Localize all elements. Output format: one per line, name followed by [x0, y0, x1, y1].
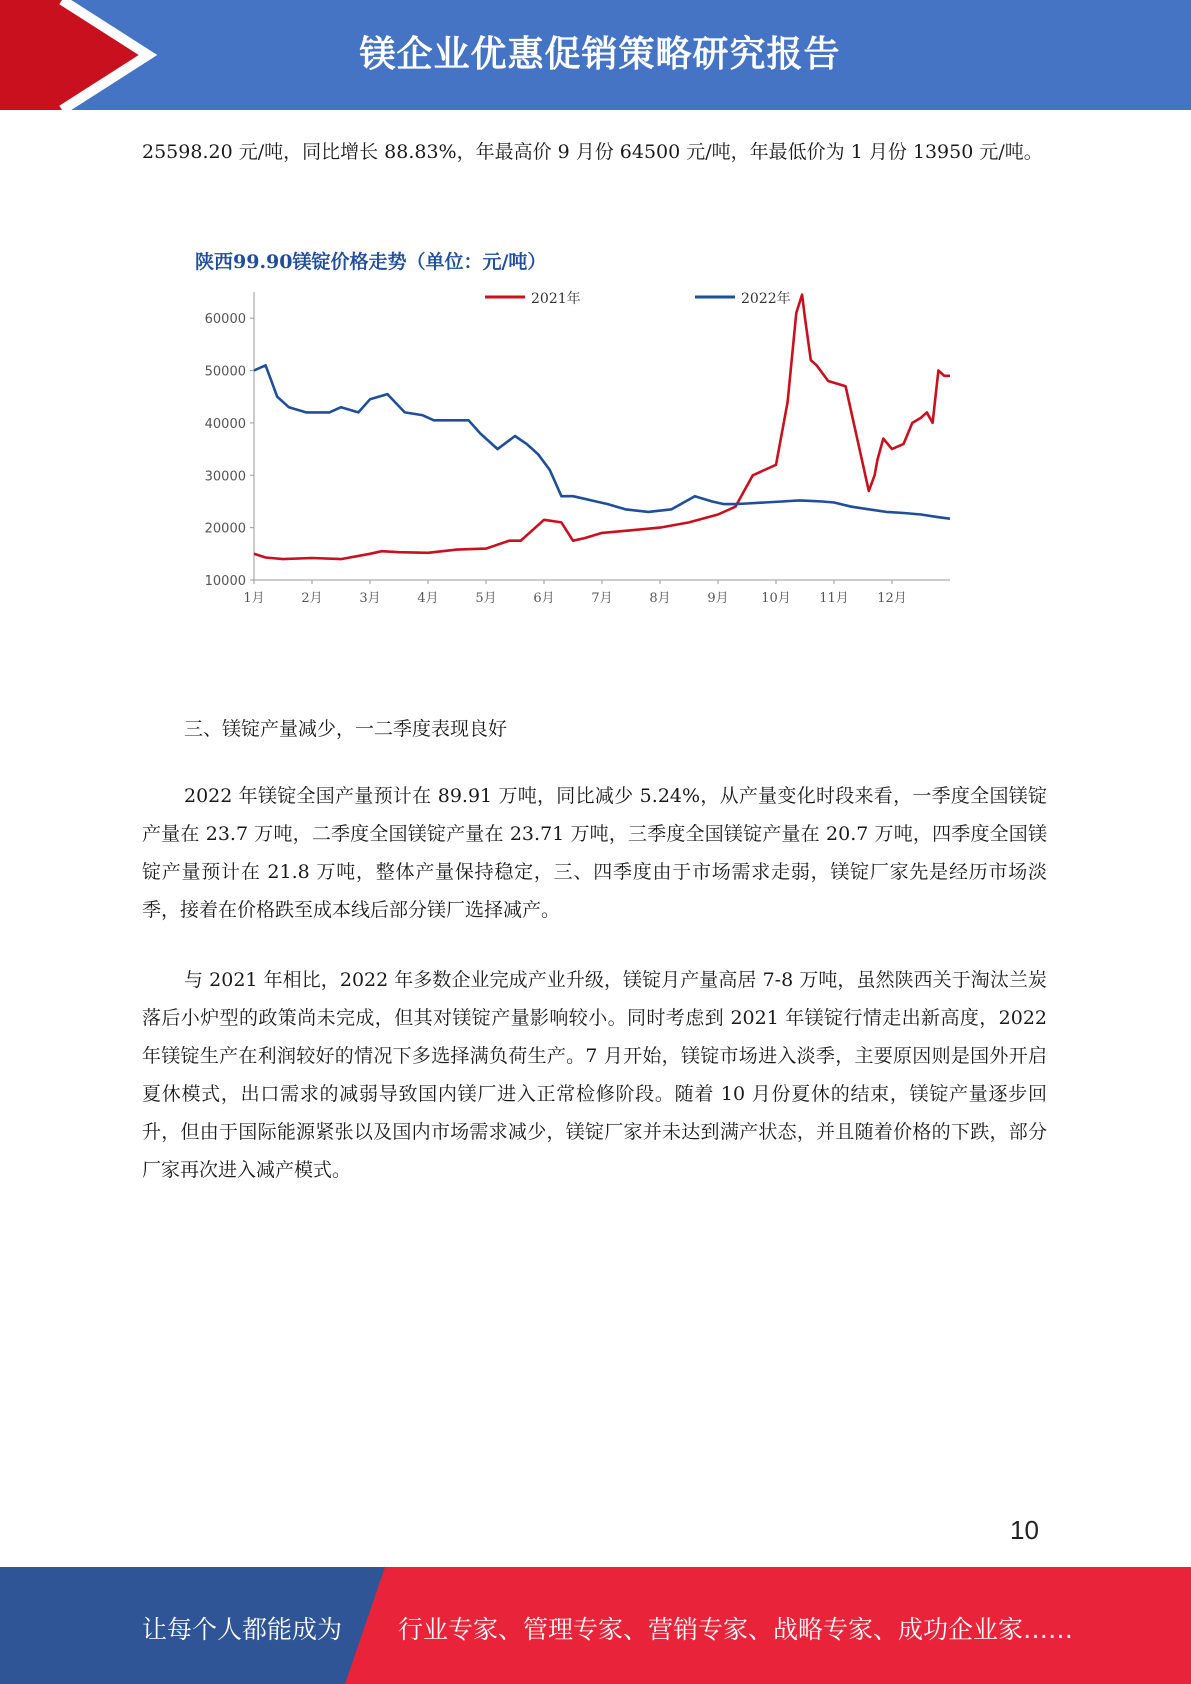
section-heading: 三、镁锭产量减少，一二季度表现良好	[184, 718, 508, 740]
x-tick-label: 10月	[761, 591, 791, 606]
x-tick-label: 6月	[533, 591, 555, 606]
y-tick-label: 20000	[204, 521, 246, 537]
x-tick-label: 5月	[475, 591, 497, 606]
footer-slogan-left: 让每个人都能成为	[142, 1615, 343, 1644]
x-tick-label: 12月	[877, 591, 907, 606]
x-tick-label: 4月	[417, 591, 439, 606]
x-tick-label: 11月	[819, 591, 849, 606]
x-tick-label: 8月	[649, 591, 671, 606]
x-tick-label: 7月	[591, 591, 613, 606]
x-tick-label: 9月	[707, 591, 729, 606]
series-line-2021年	[254, 295, 950, 559]
y-tick-label: 10000	[204, 574, 246, 589]
y-tick-label: 40000	[204, 416, 246, 432]
intro-text: 25598.20 元/吨，同比增长 88.83%，年最高价 9 月份 64500 元/吨，年最低价为 1 月份 13950 元/吨。	[142, 141, 1043, 163]
y-tick-label: 50000	[204, 364, 246, 380]
x-tick-label: 2月	[301, 591, 323, 606]
price-trend-chart	[180, 240, 960, 620]
x-tick-label: 3月	[359, 591, 381, 606]
page-footer	[0, 1567, 1191, 1684]
y-tick-label: 60000	[204, 312, 246, 328]
y-tick-label: 30000	[204, 469, 246, 485]
legend-label-0: 2021年	[531, 291, 581, 307]
footer-slogan-right: 行业专家、管理专家、营销专家、战略专家、成功企业家……	[398, 1615, 1074, 1644]
legend-label-1: 2022年	[741, 291, 791, 307]
page-header	[0, 0, 1191, 110]
x-tick-label: 1月	[243, 591, 265, 606]
chart-title: 陕西99.90镁锭价格走势（单位：元/吨）	[195, 251, 547, 273]
page-number: 10	[1010, 1515, 1039, 1545]
paragraph-2: 与 2021 年相比，2022 年多数企业完成产业升级，镁锭月产量高居 7-8 万吨，虽然陕西关于淘汰兰炭落后小炉型的政策尚未完成，但其对镁锭产量影响较小。同时考虑到 2021 年镁锭行情走出新高度，2022 年镁锭生产在利润较好的情况下多选择满负荷生产。7 月开始，镁锭市场进入淡季，主要原因则是国外开启夏休模式，出口需求的减弱导致国内镁厂进入正常检修阶段。随着 10 月份夏休的结束，镁锭产量逐步回升，但由于国际能源紧张以及国内市场需求减少，镁锭厂家并未达到满产状态，并且随着价格的下跌，部分厂家再次进入减产模式。	[142, 969, 1047, 1181]
report-title: 镁企业优惠促销策略研究报告	[359, 34, 841, 75]
paragraph-1: 2022 年镁锭全国产量预计在 89.91 万吨，同比减少 5.24%，从产量变化时段来看，一季度全国镁锭产量在 23.7 万吨，二季度全国镁锭产量在 23.71 万吨，三季度全国镁锭产量在 20.7 万吨，四季度全国镁锭产量预计在 21.8 万吨，整体产量保持稳定，三、四季度由于市场需求走弱，镁锭厂家先是经历市场淡季，接着在价格跌至成本线后部分镁厂选择减产。	[142, 785, 1047, 921]
